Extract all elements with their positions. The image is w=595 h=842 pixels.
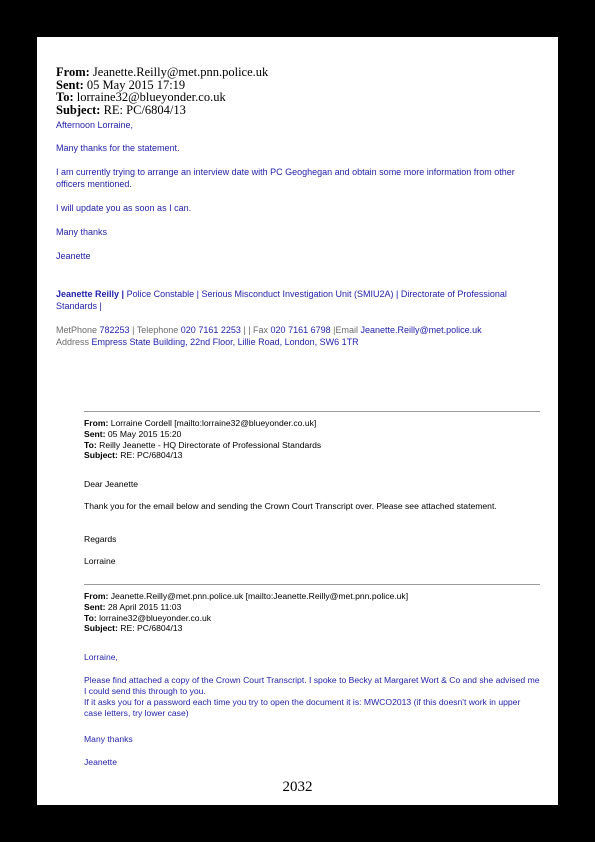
email1-subject-line <box>56 104 268 117</box>
from-label: From: <box>56 65 90 79</box>
subject-label: Subject: <box>56 102 101 117</box>
email1-sign: Jeanette <box>56 251 91 261</box>
email2-divider <box>84 411 540 412</box>
from-value: Jeanette.Reilly@met.pnn.police.uk [mailto:Jeanette.Reilly@met.pnn.police.uk] <box>110 591 409 601</box>
email1-para2: I am currently trying to arrange an interview date with PC Geoghegan and obtain some more information from other officers mentioned. <box>56 167 515 189</box>
telephone-value: 020 7161 2253 <box>180 325 241 335</box>
email1-greeting: Afternoon Lorraine, <box>56 120 134 130</box>
to-value: Reilly Jeanette - HQ Directorate of Professional Standards <box>99 439 322 450</box>
from-label: From: <box>84 591 109 601</box>
to-value: lorraine32@blueyonder.co.uk <box>99 612 212 623</box>
email1-para1: Many thanks for the statement. <box>56 143 180 153</box>
email3-para1a: Please find attached a copy of the Crown Court Transcript. I spoke to Becky at Margaret Wort & Co and she advised me I could send this through to you. <box>84 675 540 696</box>
email2-para1: Thank you for the email below and sending the Crown Court Transcript over. Please see attached statement. <box>84 501 497 511</box>
email1-para3: I will update you as soon as I can. <box>56 203 192 213</box>
subject-value: RE: PC/6804/13 <box>120 450 183 461</box>
email3-thanks: Many thanks <box>84 734 133 744</box>
email2-subject-line <box>84 450 540 461</box>
email1-header <box>56 66 268 116</box>
telephone-label: | Telephone <box>129 325 181 335</box>
to-label: To: <box>84 612 97 623</box>
email2-sent-line <box>84 429 540 440</box>
email2-header <box>84 418 540 461</box>
to-label: To: <box>56 90 74 104</box>
email-label: |Email <box>330 325 361 335</box>
metphone-label: MetPhone <box>56 325 100 335</box>
email2-from-line <box>84 418 540 429</box>
signature-name: Jeanette Reilly | <box>56 289 125 299</box>
email2-greeting: Dear Jeanette <box>84 479 138 489</box>
email1-signature <box>56 289 526 312</box>
email3-to-line <box>84 613 540 624</box>
email3-greeting: Lorraine, <box>84 652 118 662</box>
from-value: Lorraine Cordell [mailto:lorraine32@blueyonder.co.uk] <box>110 418 317 428</box>
metphone-value: 782253 <box>99 325 130 335</box>
email1-thanks: Many thanks <box>56 227 108 237</box>
address-label: Address <box>56 337 92 347</box>
email2-to-line <box>84 440 540 451</box>
from-value: Jeanette.Reilly@met.pnn.police.uk <box>92 65 269 79</box>
to-label: To: <box>84 439 97 450</box>
fax-label: | | Fax <box>240 325 271 335</box>
signature-role: Police Constable | Serious Misconduct Investigation Unit (SMIU2A) | Directorate of Professional Standards | <box>56 289 507 311</box>
sent-label: Sent: <box>56 77 84 92</box>
from-label: From: <box>84 418 109 428</box>
sent-value: 05 May 2015 17:19 <box>86 77 186 92</box>
subject-label: Subject: <box>84 623 118 634</box>
email3-divider <box>84 584 540 585</box>
email3-from-line <box>84 591 540 602</box>
email3-subject-line <box>84 623 540 634</box>
to-value: lorraine32@blueyonder.co.uk <box>76 90 226 104</box>
sent-value: 28 April 2015 11:03 <box>107 601 182 612</box>
sent-label: Sent: <box>84 428 106 439</box>
page-number: 2032 <box>282 779 313 795</box>
subject-value: RE: PC/6804/13 <box>103 102 186 117</box>
subject-label: Subject: <box>84 450 118 461</box>
email3-sent-line <box>84 602 540 613</box>
email3-para1b: If it asks you for a password each time you try to open the document it is: MWCO2013 (if this doesn't work in upper case letters, try lower case) <box>84 697 521 718</box>
email1-contact-line <box>56 325 526 337</box>
email2-sign: Lorraine <box>84 556 116 566</box>
sent-value: 05 May 2015 15:20 <box>107 428 182 439</box>
subject-value: RE: PC/6804/13 <box>120 623 183 634</box>
email3-sign: Jeanette <box>84 757 117 767</box>
email-value: Jeanette.Reilly@met.police.uk <box>360 325 482 335</box>
email1-address-line <box>56 337 526 349</box>
sent-label: Sent: <box>84 601 106 612</box>
document-page <box>37 37 558 805</box>
email2-regards: Regards <box>84 534 117 544</box>
address-value: Empress State Building, 22nd Floor, Lillie Road, London, SW6 1TR <box>91 337 359 347</box>
email3-header <box>84 591 540 634</box>
fax-value: 020 7161 6798 <box>270 325 331 335</box>
